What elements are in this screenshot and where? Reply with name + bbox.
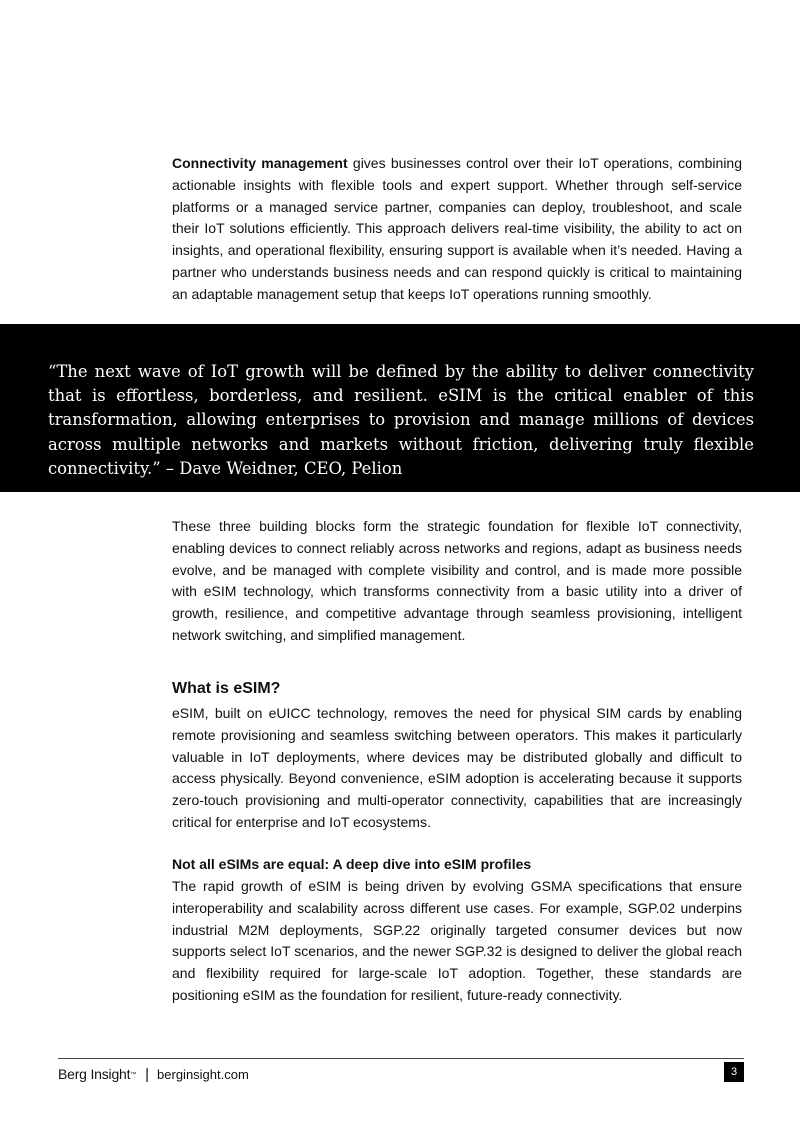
intro-lead: Connectivity management — [172, 155, 348, 171]
intro-paragraph — [172, 153, 742, 306]
what-is-esim-heading: What is eSIM? — [172, 680, 281, 697]
page-number: 3 — [724, 1062, 744, 1082]
footer-divider — [58, 1058, 744, 1059]
quote-band — [0, 324, 800, 492]
pull-quote: “The next wave of IoT growth will be defined by the ability to deliver connectivity that is effortless, borderless, and resilient. eSIM is the critical enabler of this transformation, allowing enterprises to provision and manage millions of devices across multiple networks and markets without friction, delivering truly flexible connectivity.” – Dave Weidner, CEO, Pelion — [48, 362, 754, 478]
brand-logo — [58, 1066, 136, 1082]
esim-profiles-heading: Not all eSIMs are equal: A deep dive into eSIM profiles — [172, 856, 532, 872]
footer-separator: | — [145, 1066, 150, 1083]
footer — [58, 1066, 249, 1083]
brand-name: Berg Insight — [58, 1066, 131, 1082]
trademark-symbol: ™ — [130, 1072, 137, 1078]
website-link[interactable]: berginsight.com — [157, 1067, 249, 1082]
esim-profiles-paragraph: The rapid growth of eSIM is being driven by evolving GSMA specifications that ensure interoperability and scalability across different use cases. For example, SGP.02 underpins industrial M2M deployments, SGP.22 originally targeted consumer devices but now supports select IoT scenarios, and the newer SGP.32 is designed to deliver the global reach and flexibility required for large-scale IoT adoption. Together, these standards are positioning eSIM as the foundation for resilient, future-ready connectivity. — [172, 878, 742, 1003]
what-is-esim-paragraph: eSIM, built on eUICC technology, removes the need for physical SIM cards by enabling remote provisioning and seamless switching between operators. This makes it particularly valuable in IoT deployments, where devices may be distributed globally and difficult to access physically. Beyond convenience, eSIM adoption is accelerating because it supports zero-touch provisioning and multi-operator connectivity, capabilities that are increasingly critical for enterprise and IoT ecosystems. — [172, 705, 742, 830]
intro-text: gives businesses control over their IoT operations, combining actionable insights with flexible tools and expert support. Whether through self-service platforms or a managed service partner, companies can deploy, troubleshoot, and scale their IoT solutions efficiently. This approach delivers real-time visibility, the ability to act on insights, and operational flexibility, ensuring support is available when it’s needed. Having a partner who understands business needs and can respond quickly is critical to maintaining an adaptable management setup that keeps IoT operations running smoothly. — [172, 155, 742, 302]
building-blocks-paragraph: These three building blocks form the strategic foundation for flexible IoT connectivity, enabling devices to connect reliably across networks and regions, adapt as business needs evolve, and be managed with complete visibility and control, and is made more possible with eSIM technology, which transforms connectivity from a basic utility into a driver of growth, resilience, and competitive advantage through seamless provisioning, intelligent network switching, and simplified management. — [172, 518, 742, 643]
